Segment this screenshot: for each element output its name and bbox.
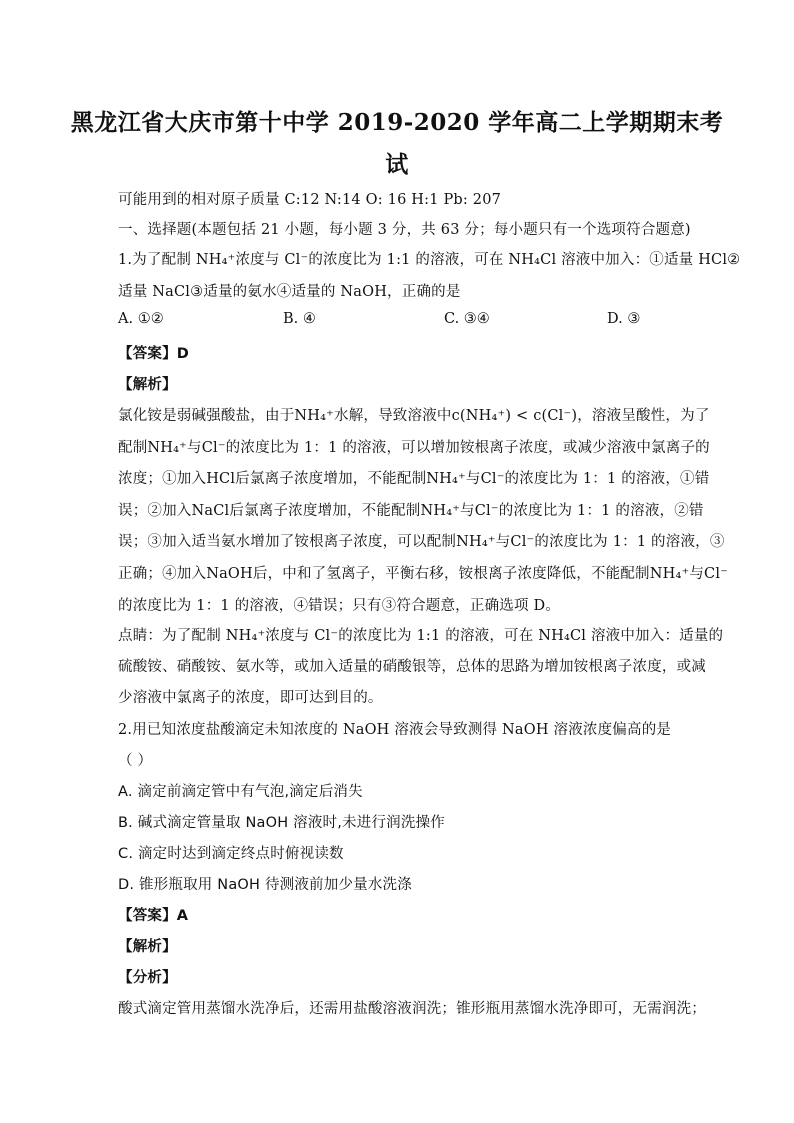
- document-title-line1: 黑龙江省大庆市第十中学 2019-2020 学年高二上学期期末考: [70, 109, 724, 136]
- q1-analysis-line: 氯化铵是弱碱强酸盐，由于NH₄⁺水解，导致溶液中c(NH₄⁺) < c(Cl⁻)，溶液呈酸性，为了: [118, 408, 710, 424]
- q1-analysis-label: 【解析】: [118, 377, 177, 393]
- q2-fenxi-text: 酸式滴定管用蒸馏水洗净后，还需用盐酸溶液润洗；锥形瓶用蒸馏水洗净即可，无需润洗；: [118, 1001, 706, 1017]
- q1-answer: 【答案】D: [118, 346, 190, 362]
- document-title-line2: 试: [385, 151, 409, 178]
- q1-option-a: A. ①②: [118, 311, 164, 327]
- q1-stem-line1: 1.为了配制 NH₄⁺浓度与 Cl⁻的浓度比为 1:1 的溶液，可在 NH₄Cl 溶液中加入：①适量 HCl②: [118, 252, 741, 268]
- q1-analysis-line: 的浓度比为 1：1 的溶液，④错误；只有③符合题意，正确选项 D。: [118, 598, 561, 614]
- q1-stem-line2: 适量 NaCl③适量的氨水④适量的 NaOH，正确的是: [118, 284, 461, 300]
- q1-comment-line: 硫酸铵、硝酸铵、氨水等，或加入适量的硝酸银等，总体的思路为增加铵根离子浓度，或减: [118, 659, 706, 675]
- q1-analysis-line: 浓度；①加入HCl后氯离子浓度增加，不能配制NH₄⁺与Cl⁻的浓度比为 1：1 的溶液，①错: [118, 471, 710, 487]
- q2-option-c: C. 滴定时达到滴定终点时俯视读数: [118, 846, 344, 862]
- section-header: 一、选择题(本题包括 21 小题，每小题 3 分，共 63 分；每小题只有一个选项符合题意): [118, 222, 691, 238]
- q1-analysis-line: 误；②加入NaCl后氯离子浓度增加，不能配制NH₄⁺与Cl⁻的浓度比为 1：1 的溶液，②错: [118, 503, 704, 519]
- q1-analysis-line: 配制NH₄⁺与Cl⁻的浓度比为 1：1 的溶液，可以增加铵根离子浓度，或减少溶液中氯离子的: [118, 440, 710, 456]
- q2-blank: （ ）: [118, 753, 153, 769]
- q2-option-a: A. 滴定前滴定管中有气泡,滴定后消失: [118, 784, 363, 800]
- q1-comment-line: 点睛：为了配制 NH₄⁺浓度与 Cl⁻的浓度比为 1:1 的溶液，可在 NH₄Cl 溶液中加入：适量的: [118, 628, 724, 644]
- q1-comment-line: 少溶液中氯离子的浓度，即可达到目的。: [118, 690, 383, 706]
- q1-option-b: B. ④: [283, 311, 316, 327]
- q2-answer: 【答案】A: [118, 908, 189, 924]
- q2-fenxi-label: 【分析】: [118, 970, 177, 986]
- q2-option-b: B. 碱式滴定管量取 NaOH 溶液时,未进行润洗操作: [118, 815, 445, 831]
- atomic-masses: 可能用到的相对原子质量 C:12 N:14 O: 16 H:1 Pb: 207: [118, 192, 502, 208]
- q1-option-d: D. ③: [607, 311, 641, 327]
- q2-option-d: D. 锥形瓶取用 NaOH 待测液前加少量水洗涤: [118, 877, 412, 893]
- q1-analysis-line: 误；③加入适当氨水增加了铵根离子浓度，可以配制NH₄⁺与Cl⁻的浓度比为 1：1 的溶液，③: [118, 534, 725, 550]
- q2-analysis-label: 【解析】: [118, 939, 177, 955]
- q1-option-c: C. ③④: [444, 311, 490, 327]
- q2-stem: 2.用已知浓度盐酸滴定未知浓度的 NaOH 溶液会导致测得 NaOH 溶液浓度偏高的是: [118, 722, 672, 738]
- q1-analysis-line: 正确；④加入NaOH后，中和了氢离子，平衡右移，铵根离子浓度降低，不能配制NH₄⁺与Cl⁻: [118, 566, 729, 582]
